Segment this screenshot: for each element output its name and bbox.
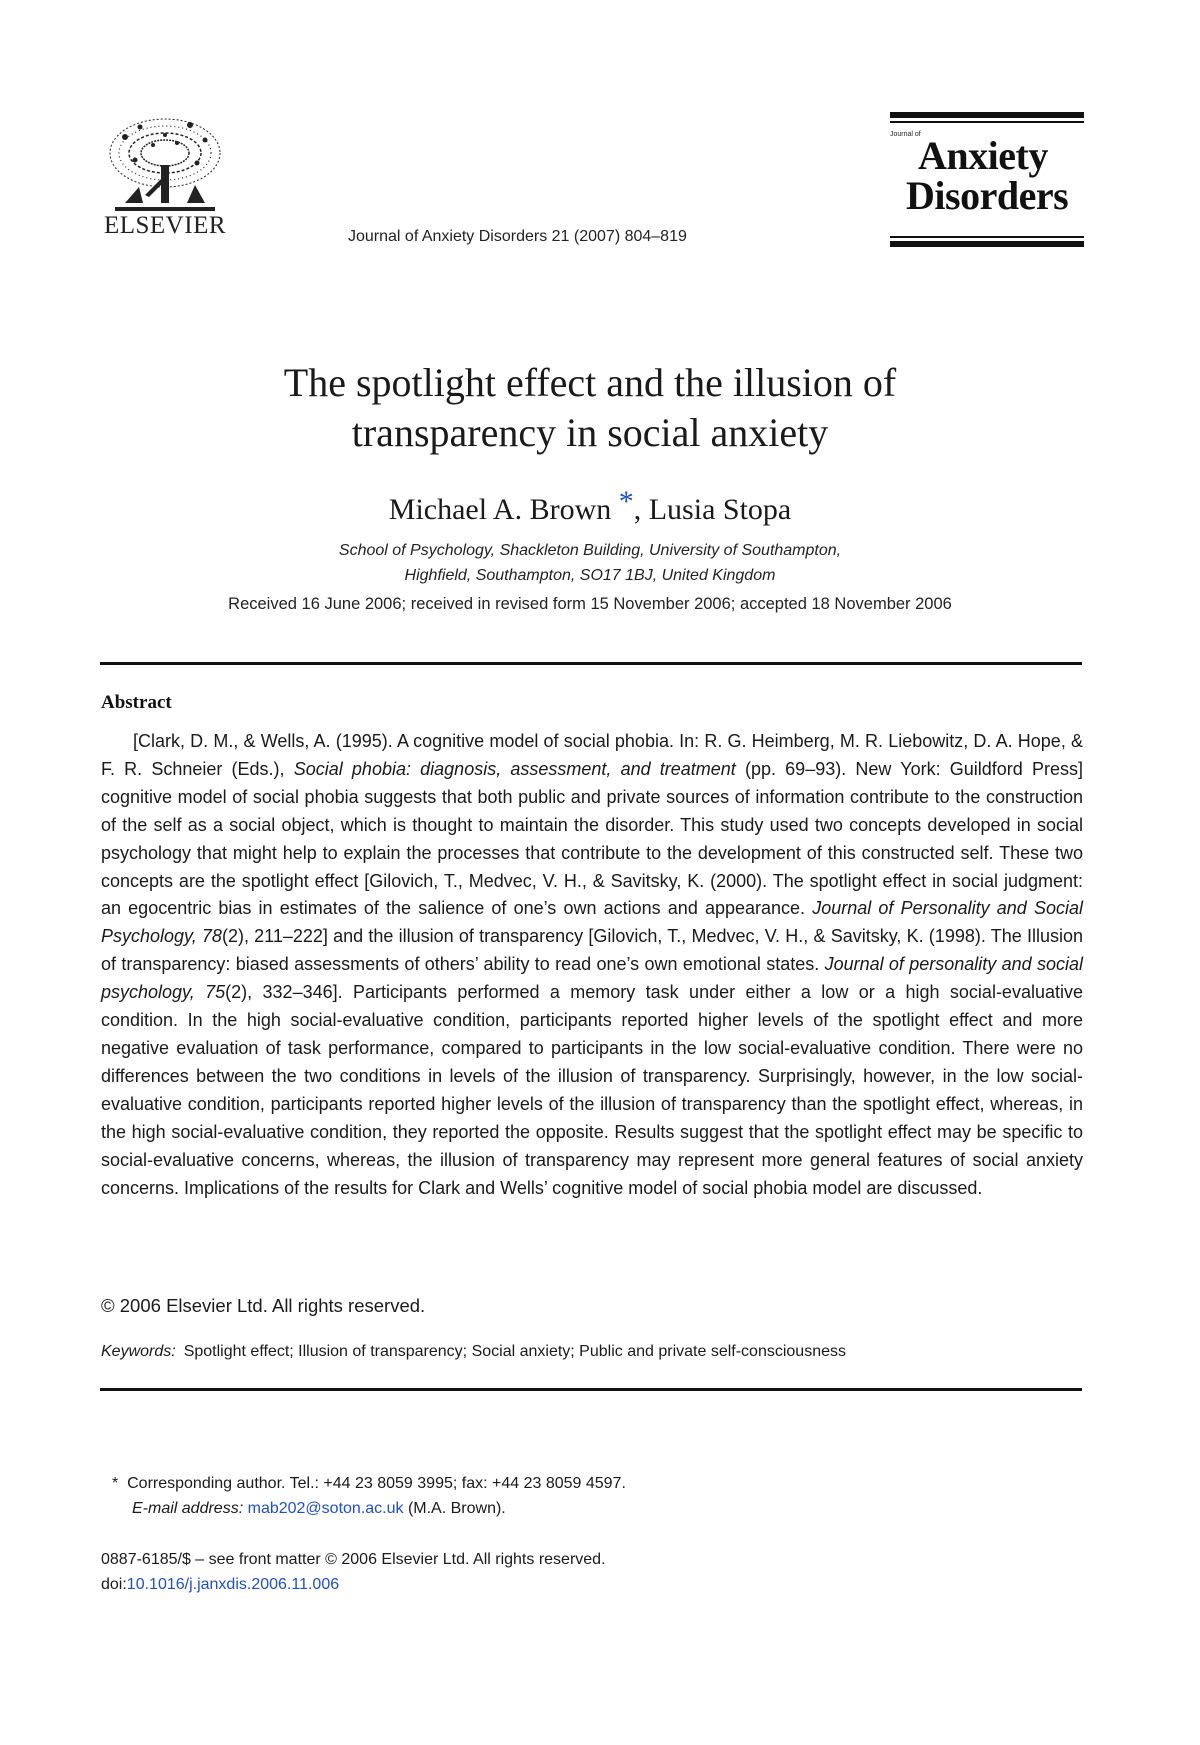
footnote-marker: *: [112, 1475, 119, 1492]
abstract-text: [101, 728, 1083, 1202]
author-brown: Michael A. Brown: [388, 493, 612, 526]
corresponding-author-link[interactable]: *: [618, 485, 634, 518]
article-title: [120, 358, 1060, 458]
affiliation-line-2: Highfield, Southampton, SO17 1BJ, United Kingdom: [404, 567, 776, 584]
divider-bottom: [100, 1388, 1082, 1391]
publisher-name: ELSEVIER: [103, 212, 227, 239]
keywords-list: Spotlight effect; Illusion of transparency; Social anxiety; Public and private self-consciousness: [183, 1343, 846, 1360]
abstract-segment-4: (2), 332–346]. Participants performed a memory task under either a low or a high social-evaluative condition. In the high social-evaluative condition, participants reported higher levels of the spotlight effect and more negative evaluation of task performance, compared to participants in the low social-evaluative condition. There were no differences between the two conditions in levels of the illusion of transparency. Surprisingly, however, in the low social-evaluative condition, participants reported higher levels of the illusion of transparency than the spotlight effect, whereas, in the high social-evaluative condition, they reported the opposite. Results suggest that the spotlight effect may be specific to social-evaluative concerns, whereas, the illusion of transparency may represent more general features of social anxiety concerns. Implications of the results for Clark and Wells’ cognitive model of social phobia model are discussed.: [101, 982, 1083, 1198]
issn-line: 0887-6185/$ – see front matter © 2006 Elsevier Ltd. All rights reserved.: [101, 1551, 606, 1568]
keywords: [101, 1343, 846, 1361]
logo-small-text: Journal of: [890, 131, 921, 138]
author-list: [120, 485, 1060, 527]
abstract-segment-2: (pp. 69–93). New York: Guildford Press] cognitive model of social phobia suggests that both public and private sources of information contribute to the construction of the self as a social object, which is thought to maintain the disorder. This study used two concepts developed in social psychology that might help to explain the processes that contribute to the development of this constructed self. These two concepts are the spotlight effect [Gilovich, T., Medvec, V. H., & Savitsky, K. (2000). The spotlight effect in social judgment: an egocentric bias in estimates of the salience of one’s own actions and appearance.: [101, 758, 1083, 919]
abstract-segment-3: (2), 211–222] and the illusion of transparency [Gilovich, T., Medvec, V. H., & Savitsky, K. (1998). The Illusion of transparency: biased assessments of others’ ability to read one’s own emotional states.: [101, 926, 1083, 975]
doi-label: doi:: [101, 1576, 127, 1593]
affiliation-line-1: School of Psychology, Shackleton Building, University of Southampton,: [338, 542, 842, 559]
footnote-contact: Corresponding author. Tel.: +44 23 8059 3995; fax: +44 23 8059 4597.: [127, 1475, 626, 1492]
article-history: Received 16 June 2006; received in revised form 15 November 2006; accepted 18 November 2006: [228, 595, 952, 613]
email-suffix: (M.A. Brown).: [407, 1500, 506, 1517]
journal-logo: [890, 112, 1084, 247]
footnote: [112, 1471, 626, 1521]
issn-block: [101, 1547, 606, 1597]
logo-rule-bottom: [890, 241, 1084, 247]
copyright-notice: © 2006 Elsevier Ltd. All rights reserved.: [101, 1295, 426, 1316]
email-label: E-mail address:: [132, 1500, 244, 1517]
logo-word-disorders: Disorders: [906, 173, 1069, 218]
author-stopa: , Lusia Stopa: [633, 493, 792, 526]
publisher-logo: [100, 115, 230, 237]
keywords-label: Keywords:: [101, 1343, 176, 1360]
doi-link[interactable]: 10.1016/j.janxdis.2006.11.006: [126, 1576, 340, 1593]
abstract-italic-2: Journal of Personality and Social Psychology, 78: [101, 898, 1083, 947]
email-link[interactable]: mab202@soton.ac.uk: [247, 1500, 404, 1517]
journal-reference: Journal of Anxiety Disorders 21 (2007) 804–819: [348, 228, 687, 245]
logo-rule-top: [890, 112, 1084, 118]
title-line-2: transparency in social anxiety: [351, 410, 829, 455]
abstract-italic-1: Social phobia: diagnosis, assessment, and treatment: [293, 758, 736, 779]
title-line-1: The spotlight effect and the illusion of: [283, 360, 897, 405]
elsevier-tree-icon: [105, 115, 225, 215]
abstract-segment-1: [Clark, D. M., & Wells, A. (1995). A cognitive model of social phobia. In: R. G. Heimberg, M. R. Liebowitz, D. A. Hope, & F. R. Schneier (Eds.),: [101, 731, 1083, 779]
logo-rule-bottom-thin: [890, 236, 1084, 238]
affiliation: [120, 538, 1060, 588]
divider-top: [100, 662, 1082, 665]
abstract-italic-3: Journal of personality and social psychology, 75: [101, 954, 1083, 1003]
logo-word-anxiety: Anxiety: [918, 133, 1048, 178]
abstract-heading: Abstract: [101, 692, 172, 713]
